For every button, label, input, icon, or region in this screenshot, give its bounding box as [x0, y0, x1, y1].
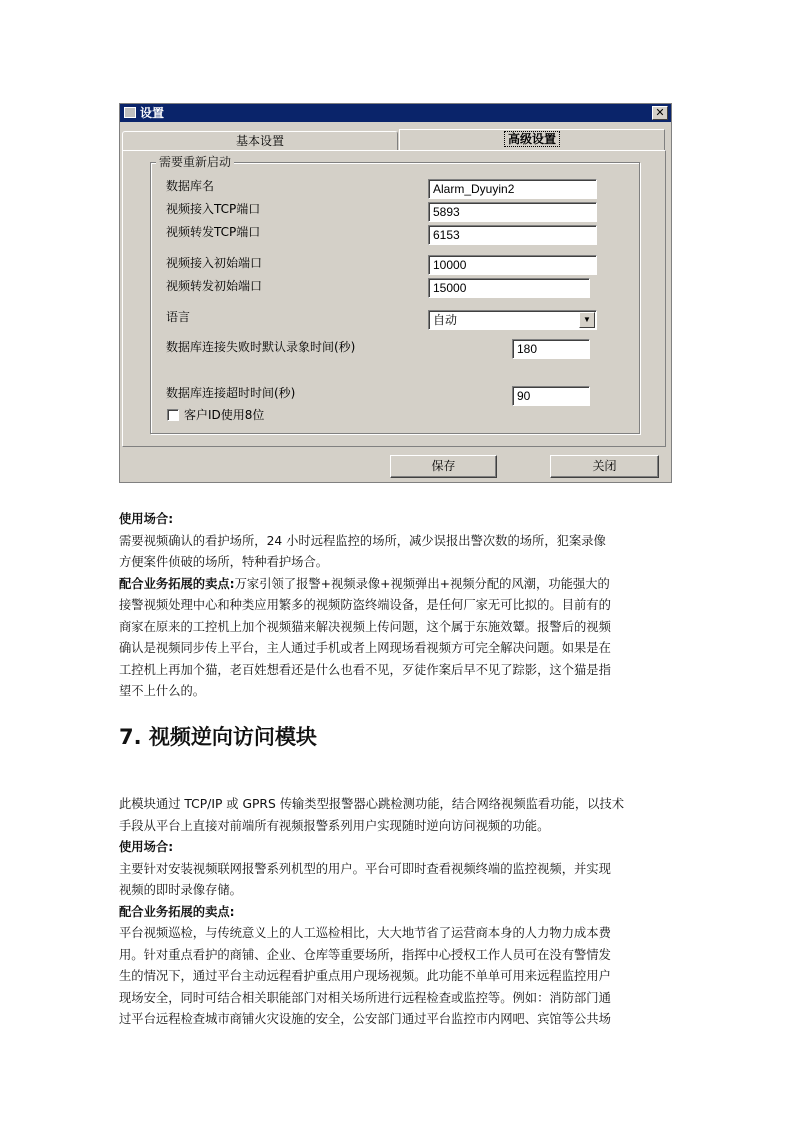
section-7-heading: 7. 视频逆向访问模块: [119, 725, 317, 749]
video-fwd-tcp-input[interactable]: 6153: [428, 225, 597, 245]
video-in-tcp-input[interactable]: 5893: [428, 202, 597, 222]
language-select[interactable]: [428, 310, 597, 330]
text-line: 视频的即时录像存储。: [119, 883, 242, 897]
usage-section-1: [119, 509, 674, 703]
db-name-label: 数据库名: [166, 179, 215, 193]
text-line: 方便案件侦破的场所，特种看护场合。: [119, 555, 329, 569]
timeout-input[interactable]: 90: [512, 386, 590, 406]
video-in-start-input[interactable]: 10000: [428, 255, 597, 275]
video-fwd-start-label: 视频转发初始端口: [166, 279, 263, 293]
text-line: 望不上什么的。: [119, 684, 206, 698]
save-button[interactable]: 保存: [390, 455, 497, 478]
text-line: 过平台远程检查城市商铺火灾设施的安全，公安部门通过平台监控市内网吧、宾馆等公共场: [119, 1012, 611, 1026]
video-in-tcp-label: 视频接入TCP端口: [166, 202, 261, 216]
dialog-title: 设置: [140, 106, 165, 120]
settings-dialog: [119, 103, 672, 483]
text-line: 平台视频巡检，与传统意义上的人工巡检相比，大大地节省了运营商本身的人力物力成本费: [119, 926, 611, 940]
close-button[interactable]: 关闭: [550, 455, 659, 478]
text-line: 工控机上再加个猫，老百姓想看还是什么也看不见，歹徒作案后早不见了踪影，这个猫是指: [119, 662, 611, 677]
text-line: 现场安全，同时可结合相关职能部门对相关场所进行远程检查或监控等。例如：消防部门通: [119, 990, 611, 1005]
usage-heading: 使用场合:: [119, 840, 174, 854]
text-line: 用。针对重点看护的商铺、企业、仓库等重要场所，指挥中心授权工作人员可在没有警情发: [119, 947, 611, 962]
text-line: 生的情况下，通过平台主动远程看护重点用户现场视频。此功能不单单可用来远程监控用户: [119, 969, 611, 983]
app-icon: [124, 107, 136, 118]
tab-basic-settings[interactable]: 基本设置: [122, 131, 398, 151]
language-label: 语言: [166, 310, 191, 324]
usage-heading: 使用场合:: [119, 512, 174, 526]
customer-id-8bit-label: 客户ID使用8位: [184, 408, 265, 422]
close-icon[interactable]: ✕: [652, 106, 668, 120]
group-title: 需要重新启动: [156, 155, 234, 169]
fail-record-time-label: 数据库连接失败时默认录象时间(秒): [166, 340, 356, 354]
text-line: 接警视频处理中心和种类应用繁多的视频防盗终端设备，是任何厂家无可比拟的。目前有的: [119, 598, 611, 612]
selling-heading: 配合业务拓展的卖点:: [119, 576, 235, 591]
timeout-label: 数据库连接超时时间(秒): [166, 386, 296, 400]
db-name-input[interactable]: Alarm_Dyuyin2: [428, 179, 597, 199]
selling-paragraph: [119, 574, 674, 596]
tab-advanced-settings[interactable]: [399, 129, 665, 151]
video-fwd-start-input[interactable]: 15000: [428, 278, 590, 298]
language-value: 自动: [433, 313, 458, 327]
text-line: 确认是视频同步传上平台，主人通过手机或者上网现场看视频方可完全解决问题。如果是在: [119, 641, 611, 655]
text-line: 商家在原来的工控机上加个视频猫来解决视频上传问题，这个属于东施效颦。报警后的视频: [119, 619, 611, 634]
text-line: 手段从平台上直接对前端所有视频报警系列用户实现随时逆向访问视频的功能。: [119, 818, 550, 833]
selling-heading: 配合业务拓展的卖点:: [119, 904, 235, 919]
fail-record-time-input[interactable]: 180: [512, 339, 590, 359]
dialog-titlebar: [120, 104, 671, 122]
tab-advanced-label: 高级设置: [504, 131, 560, 147]
text-line: 此模块通过 TCP/IP 或 GPRS 传输类型报警器心跳检测功能，结合网络视频监看功能，以技术: [119, 797, 625, 811]
video-fwd-tcp-label: 视频转发TCP端口: [166, 225, 261, 239]
section-7-body: [119, 794, 674, 1031]
text-line: 主要针对安装视频联网报警系列机型的用户。平台可即时查看视频终端的监控视频，并实现: [119, 861, 611, 876]
text-line: 需要视频确认的看护场所，24 小时远程监控的场所，减少误报出警次数的场所，犯案录像: [119, 533, 606, 548]
text-line: 万家引领了报警+视频录像+视频弹出+视频分配的风潮，功能强大的: [234, 576, 610, 591]
video-in-start-label: 视频接入初始端口: [166, 256, 263, 270]
chevron-down-icon[interactable]: ▼: [579, 312, 595, 328]
customer-id-8bit-checkbox[interactable]: [167, 409, 179, 421]
